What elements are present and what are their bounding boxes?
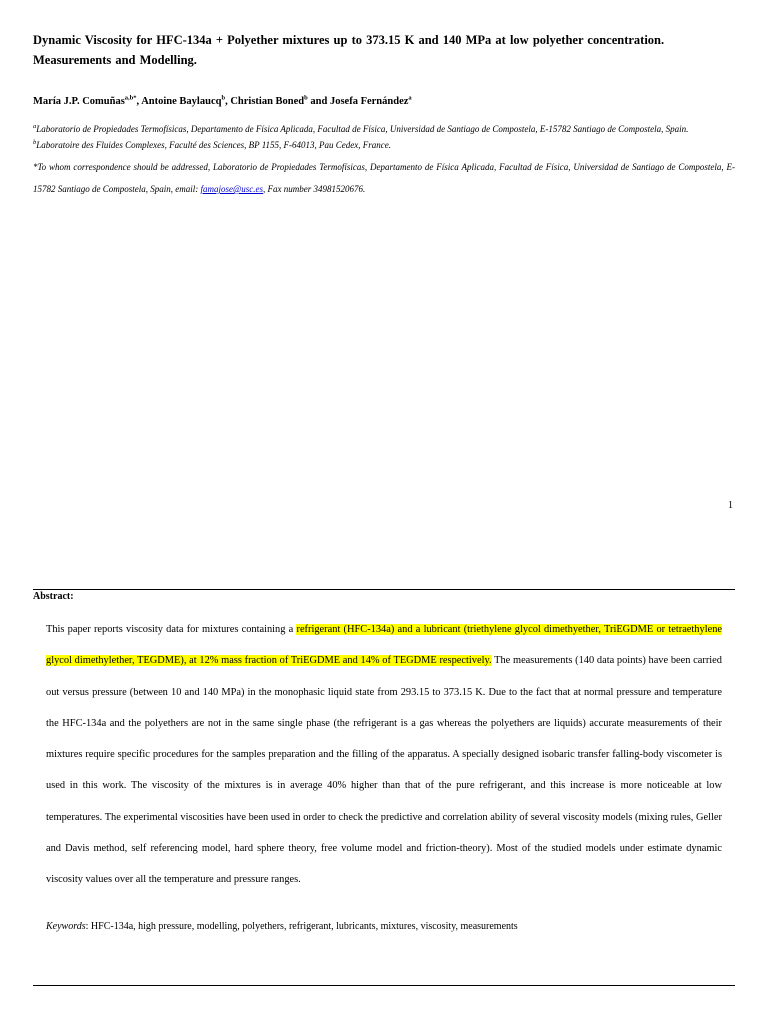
author-name: Josefa Fernández — [329, 96, 409, 107]
keywords-text: : HFC-134a, high pressure, modelling, polyethers, refrigerant, lubricants, mixtures, viscosity, measurements — [85, 921, 518, 932]
affiliation — [33, 140, 735, 151]
highlighted-text: refrigerant (HFC-134a) and a lubricant (triethylene glycol dimethyether, TriEGDME or tetraethylene glycol dimethylether, TEGDME), at 12% mass fraction of TriEGDME and 14% of TEGDME respectively. — [46, 624, 722, 667]
author-name: Christian Boned — [230, 96, 305, 107]
abstract-heading: Abstract: — [33, 591, 74, 602]
divider — [33, 985, 735, 986]
author-name: Antoine Baylaucq — [141, 96, 222, 107]
author-affiliation-mark: a,b* — [124, 94, 137, 102]
author-list — [33, 96, 735, 108]
page-number: 1 — [728, 500, 733, 511]
fax-number: , Fax number 34981520676. — [263, 184, 366, 194]
keywords — [46, 920, 722, 934]
divider — [33, 589, 735, 590]
affiliation-text: Laboratoire des Fluides Complexes, Faculté des Sciences, BP 1155, F-64013, Pau Cedex, France. — [36, 140, 392, 150]
keywords-label: Keywords — [46, 921, 86, 932]
author-name: María J.P. Comuñas — [33, 96, 125, 107]
author-separator: and — [307, 96, 330, 107]
correspondence-text: *To whom correspondence should be addressed, Laboratorio de Propiedades Termofísicas, Departamento de Física Aplicada, Facultad de Física, Universidad de Santiago de Compostela, E-15782 Santiago de Compostela, Spain, email: — [33, 162, 735, 194]
abstract-text: This paper reports viscosity data for mixtures containing a — [46, 624, 297, 635]
author-affiliation-mark: b — [304, 94, 308, 102]
abstract-text: The measurements (140 data points) have been carried out versus pressure (between 10 and 140 MPa) in the monophasic liquid state from 293.15 to 373.15 K. Due to the fact that at normal pressure and temperature the HFC-134a and the polyethers are not in the same single phase (the refrigerant is a gas whereas the polyethers are liquids) accurate measurements of their mixtures require specific procedures for the samples preparation and the filling of the apparatus. A specially designed isobaric transfer falling-body viscometer is used in this work. The viscosity of the mixtures is in average 40% higher than that of the pure refrigerant, and this increase is more noticeable at low temperatures. The experimental viscosities have been used in order to check the predictive and correlation ability of several viscosity models (mixing rules, Geller and Davis method, self referencing model, hard sphere theory, free volume model and friction-theory). Most of the studied models under estimate dynamic viscosity values over all the temperature and pressure ranges. — [46, 655, 722, 886]
paper-title: Dynamic Viscosity for HFC-134a + Polyether mixtures up to 373.15 K and 140 MPa at low polyether concentration. Measurements and Modelling. — [33, 33, 665, 67]
correspondence-note — [33, 156, 735, 200]
author-separator: , — [136, 96, 142, 107]
affiliation — [33, 124, 735, 135]
affiliation-text: Laboratorio de Propiedades Termofísicas, Departamento de Física Aplicada, Facultad de Física, Universidad de Santiago de Compostela, E-15782 Santiago de Compostela, Spain. — [36, 124, 689, 134]
author-separator: , — [225, 96, 231, 107]
author-affiliation-mark: a — [408, 94, 412, 102]
email-link[interactable]: famajose@usc.es — [200, 184, 264, 194]
affiliation-mark: a — [33, 123, 37, 130]
abstract-body — [46, 614, 722, 896]
affiliation-mark: b — [33, 139, 37, 146]
author-affiliation-mark: b — [221, 94, 226, 102]
